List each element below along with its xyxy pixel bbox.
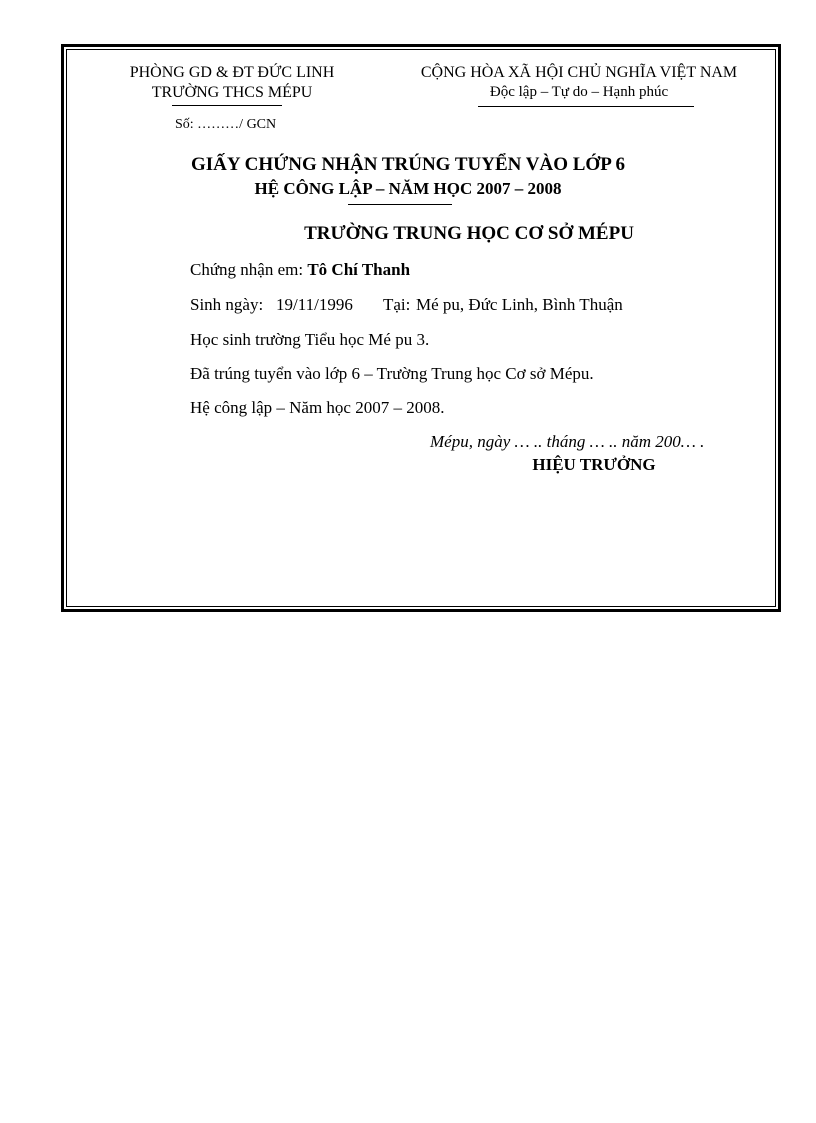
birthplace-value: Mé pu, Đức Linh, Bình Thuận (416, 295, 623, 314)
certification-line (190, 261, 410, 278)
principal-title: HIỆU TRƯỞNG (532, 455, 656, 474)
certificate-title: GIẤY CHỨNG NHẬN TRÚNG TUYỂN VÀO LỚP 6 (190, 154, 626, 175)
primary-school-line: Học sinh trường Tiểu học Mé pu 3. (190, 330, 430, 349)
dob-label: Sinh ngày: (190, 295, 264, 314)
school-full-name: TRƯỜNG TRUNG HỌC CƠ SỞ MÉPU (304, 223, 634, 244)
title-underline (348, 204, 452, 205)
certificate-inner-border (66, 49, 776, 607)
birthplace-label: Tại: (383, 295, 411, 314)
department-name: PHÒNG GD & ĐT ĐỨC LINH (129, 64, 335, 81)
national-title: CỘNG HÒA XÃ HỘI CHỦ NGHĨA VIỆT NAM (420, 64, 738, 81)
student-name: Tô Chí Thanh (307, 260, 411, 279)
cert-label: Chứng nhận em: (190, 260, 308, 279)
header-right-underline (478, 106, 694, 107)
admission-line: Đã trúng tuyển vào lớp 6 – Trường Trung học Cơ sở Mépu. (190, 364, 594, 383)
header-left-underline (172, 105, 282, 106)
dob-value: 19/11/1996 (276, 295, 353, 314)
date-place-line: Mépu, ngày … .. tháng … .. năm 200… . (430, 432, 705, 451)
certificate-border (61, 44, 781, 612)
document-number: Số: ………/ GCN (175, 117, 277, 132)
school-year-line: Hệ công lập – Năm học 2007 – 2008. (190, 398, 445, 417)
certificate-subtitle: HỆ CÔNG LẬP – NĂM HỌC 2007 – 2008 (254, 179, 562, 198)
school-short-name: TRƯỜNG THCS MÉPU (151, 84, 313, 101)
national-motto: Độc lập – Tự do – Hạnh phúc (489, 84, 669, 100)
